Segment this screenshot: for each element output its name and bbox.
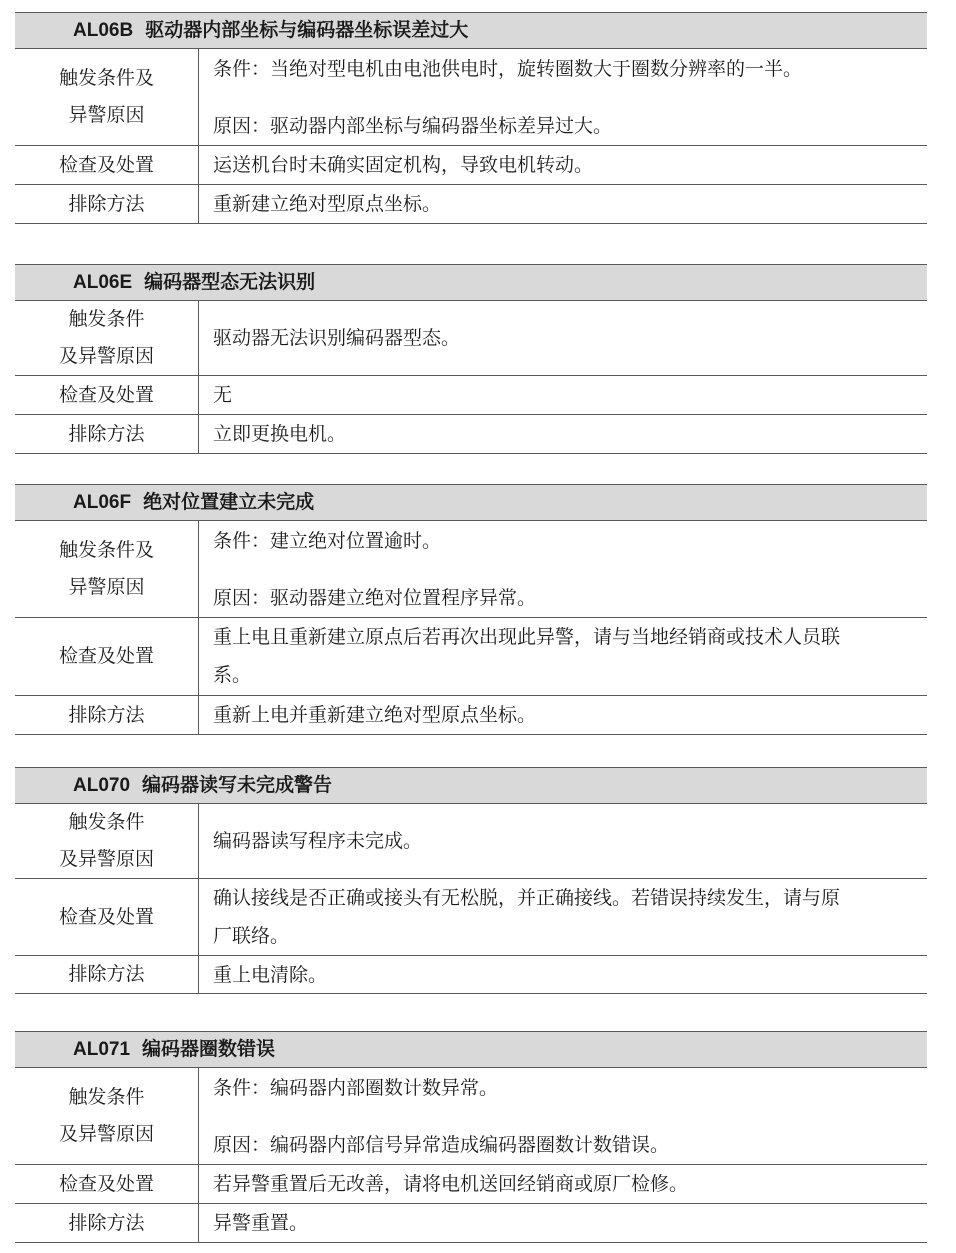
fix-value xyxy=(199,415,927,453)
trigger-row xyxy=(15,521,927,618)
alarm-table-al06b xyxy=(15,12,927,224)
alarm-title: 绝对位置建立未完成 xyxy=(143,491,315,513)
trigger-value xyxy=(199,1068,927,1164)
alarm-code: AL071 xyxy=(73,1039,131,1060)
fix-text: 异警重置。 xyxy=(213,1212,309,1234)
check-label: 检查及处置 xyxy=(15,1165,199,1203)
fix-label: 排除方法 xyxy=(15,696,199,734)
check-label: 检查及处置 xyxy=(15,376,199,414)
check-text: 无 xyxy=(213,384,233,406)
fix-label: 排除方法 xyxy=(15,956,199,993)
trigger-label-line: 触发条件及 xyxy=(58,67,154,89)
trigger-label-line: 触发条件 xyxy=(68,1086,145,1108)
check-text: 系。 xyxy=(213,664,252,686)
fix-text: 重新上电并重新建立绝对型原点坐标。 xyxy=(213,704,537,726)
check-text: 重上电且重新建立原点后若再次出现此异警，请与当地经销商或技术人员联 xyxy=(213,626,841,648)
fix-text: 重新建立绝对型原点坐标。 xyxy=(213,193,442,215)
alarm-header xyxy=(15,12,927,49)
trigger-label-line: 及异警原因 xyxy=(58,1123,154,1145)
alarm-table-al06e xyxy=(15,264,927,454)
cause-text: 驱动器无法识别编码器型态。 xyxy=(213,327,461,349)
check-label: 检查及处置 xyxy=(15,618,199,695)
trigger-row xyxy=(15,804,927,879)
check-value xyxy=(199,376,927,414)
trigger-row xyxy=(15,49,927,146)
alarm-header xyxy=(15,264,927,301)
fix-value xyxy=(199,185,927,223)
trigger-label xyxy=(15,521,199,617)
condition-text: 条件：建立绝对位置逾时。 xyxy=(213,530,442,552)
fix-row xyxy=(15,696,927,735)
alarm-title: 编码器圈数错误 xyxy=(142,1038,276,1060)
trigger-value xyxy=(199,521,927,617)
alarm-title: 驱动器内部坐标与编码器坐标误差过大 xyxy=(145,19,469,41)
trigger-label-line: 及异警原因 xyxy=(58,848,154,870)
alarm-header xyxy=(15,767,927,804)
fix-row xyxy=(15,185,927,224)
check-label: 检查及处置 xyxy=(15,146,199,184)
fix-row xyxy=(15,1204,927,1243)
check-row xyxy=(15,879,927,956)
fix-label: 排除方法 xyxy=(15,185,199,223)
trigger-label-line: 触发条件 xyxy=(68,811,145,833)
fix-value xyxy=(199,696,927,734)
cause-text: 原因：驱动器内部坐标与编码器坐标差异过大。 xyxy=(213,115,613,137)
check-row xyxy=(15,376,927,415)
condition-text: 条件：编码器内部圈数计数异常。 xyxy=(213,1077,499,1099)
alarm-table-al06f xyxy=(15,484,927,735)
alarm-code: AL06F xyxy=(73,492,132,513)
trigger-value xyxy=(199,301,927,375)
fix-value xyxy=(199,956,927,993)
check-text: 厂联络。 xyxy=(213,925,290,947)
trigger-label-line: 及异警原因 xyxy=(58,345,154,367)
check-row xyxy=(15,146,927,185)
trigger-label xyxy=(15,804,199,878)
trigger-value xyxy=(199,804,927,878)
fix-text: 立即更换电机。 xyxy=(213,423,347,445)
trigger-row xyxy=(15,301,927,376)
trigger-label xyxy=(15,301,199,375)
trigger-label-line: 触发条件 xyxy=(68,308,145,330)
alarm-title: 编码器型态无法识别 xyxy=(144,271,316,293)
trigger-label-line: 异警原因 xyxy=(68,104,145,126)
check-value xyxy=(199,879,927,955)
fix-label: 排除方法 xyxy=(15,1204,199,1242)
fix-row xyxy=(15,415,927,454)
cause-text: 原因：编码器内部信号异常造成编码器圈数计数错误。 xyxy=(213,1134,670,1156)
check-row xyxy=(15,618,927,696)
alarm-code: AL070 xyxy=(73,775,131,796)
trigger-label xyxy=(15,1068,199,1164)
check-value xyxy=(199,146,927,184)
fix-row xyxy=(15,956,927,994)
alarm-code: AL06E xyxy=(73,272,133,293)
alarm-header xyxy=(15,1031,927,1068)
condition-text: 条件：当绝对型电机由电池供电时，旋转圈数大于圈数分辨率的一半。 xyxy=(213,58,803,80)
trigger-row xyxy=(15,1068,927,1165)
check-row xyxy=(15,1165,927,1204)
trigger-label xyxy=(15,49,199,145)
trigger-label-line: 触发条件及 xyxy=(58,539,154,561)
check-label: 检查及处置 xyxy=(15,879,199,955)
check-text: 运送机台时未确实固定机构，导致电机转动。 xyxy=(213,154,594,176)
cause-text: 编码器读写程序未完成。 xyxy=(213,830,423,852)
trigger-value xyxy=(199,49,927,145)
check-text: 确认接线是否正确或接头有无松脱，并正确接线。若错误持续发生，请与原 xyxy=(213,887,841,909)
check-text: 若异警重置后无改善，请将电机送回经销商或原厂检修。 xyxy=(213,1173,689,1195)
fix-text: 重上电清除。 xyxy=(213,963,328,986)
cause-text: 原因：驱动器建立绝对位置程序异常。 xyxy=(213,587,537,609)
alarm-header xyxy=(15,484,927,521)
fix-label: 排除方法 xyxy=(15,415,199,453)
fix-value xyxy=(199,1204,927,1242)
check-value xyxy=(199,618,927,695)
alarm-title: 编码器读写未完成警告 xyxy=(142,774,333,796)
alarm-code: AL06B xyxy=(73,20,134,41)
alarm-table-al071 xyxy=(15,1031,927,1243)
check-value xyxy=(199,1165,927,1203)
alarm-table-al070 xyxy=(15,767,927,994)
trigger-label-line: 异警原因 xyxy=(68,576,145,598)
